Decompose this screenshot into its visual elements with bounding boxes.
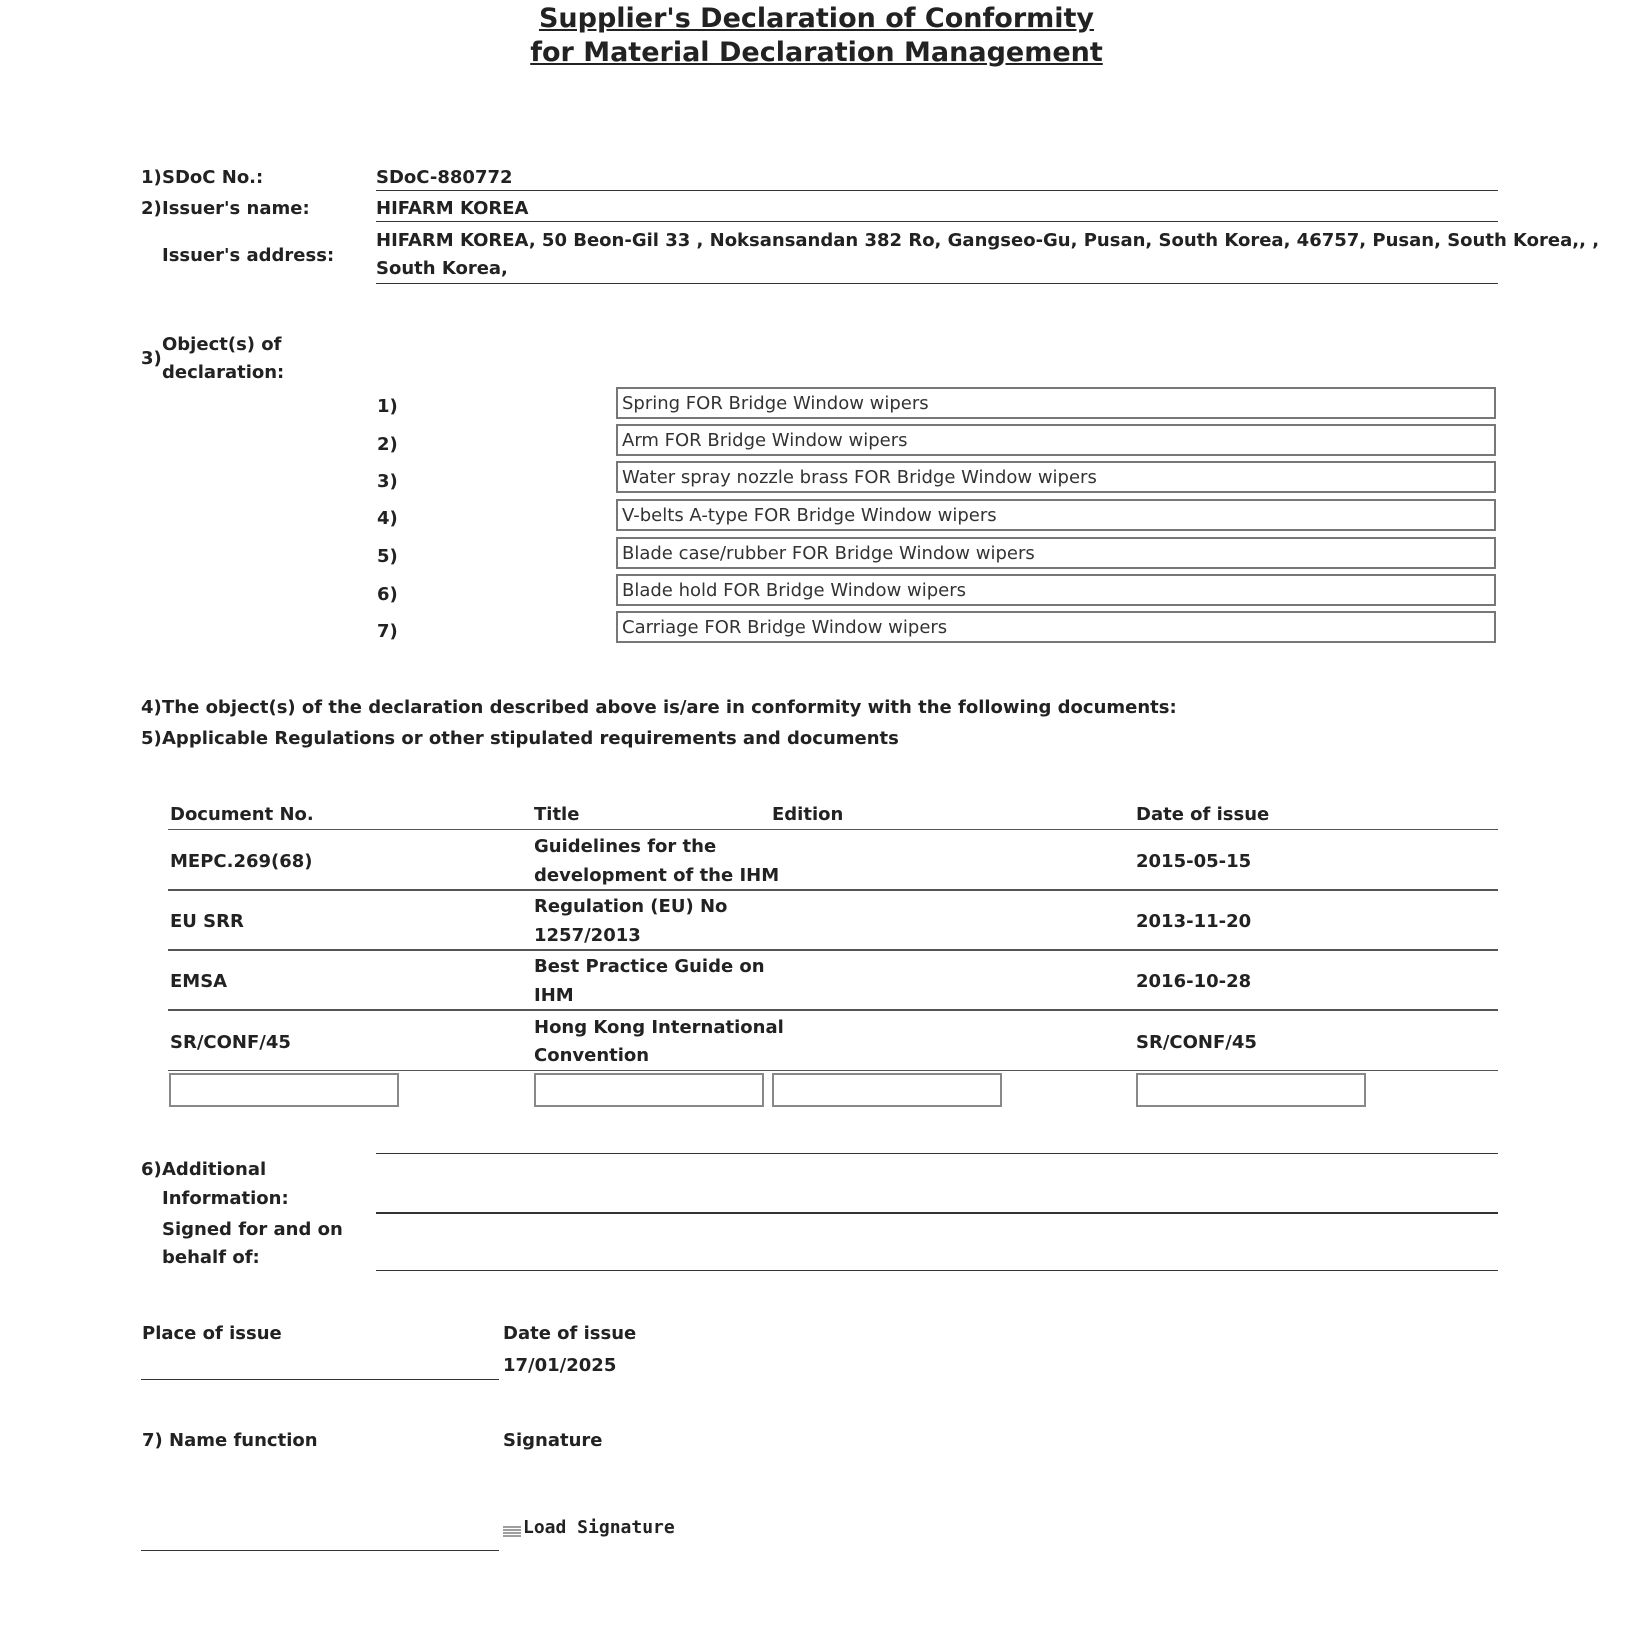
signed-for-label-line1: Signed for and on [162,1219,343,1240]
table-cell-title-line1: Best Practice Guide on [534,956,765,977]
sdoc-label: SDoC No.: [162,167,264,188]
object-item-field[interactable]: V-belts A-type FOR Bridge Window wipers [616,499,1496,531]
col-header-doc-no: Document No. [170,804,314,825]
object-item-field[interactable]: Water spray nozzle brass FOR Bridge Window wipers [616,461,1496,493]
object-item-index: 6) [377,584,398,605]
table-cell-doc-no: EMSA [170,971,228,992]
signed-for-field[interactable] [376,1240,1498,1271]
conformity-statement: The object(s) of the declaration described above is/are in conformity with the following documents: [162,697,1177,718]
table-cell-title-line2: development of the IHM [534,865,780,886]
signature-icon [503,1522,521,1534]
signed-for-label-line2: behalf of: [162,1247,260,1268]
object-item-field[interactable]: Carriage FOR Bridge Window wipers [616,611,1496,643]
objects-index: 3) [141,348,162,369]
name-function-label: 7) Name function [142,1430,318,1451]
table-cell-doc-no: MEPC.269(68) [170,851,313,872]
objects-label-line2: declaration: [162,362,285,383]
object-item-field[interactable]: Arm FOR Bridge Window wipers [616,424,1496,456]
date-of-issue-value[interactable]: 17/01/2025 [503,1355,617,1376]
table-header-divider [168,829,1498,830]
table-cell-title-line1: Hong Kong International [534,1017,784,1038]
load-signature-label: Load Signature [523,1517,675,1538]
place-of-issue-field[interactable] [141,1351,499,1380]
object-item-index: 5) [377,546,398,567]
table-cell-date: 2016-10-28 [1136,971,1252,992]
object-item-index: 1) [377,396,398,417]
additional-index: 6) [141,1159,162,1180]
col-header-title: Title [534,804,580,825]
place-of-issue-label: Place of issue [142,1323,282,1344]
object-item-field[interactable]: Blade case/rubber FOR Bridge Window wipers [616,537,1496,569]
additional-info-label-line1: Additional [162,1159,267,1180]
additional-info-field[interactable] [376,1180,1498,1214]
issuer-address-line2: South Korea, [376,258,508,279]
additional-info-label-line2: Information: [162,1188,289,1209]
conformity-index: 4) [141,697,162,718]
issuer-address-value [376,227,1600,284]
issuer-address-label: Issuer's address: [162,245,335,266]
new-edition-input[interactable] [772,1073,1002,1107]
load-signature-button[interactable] [503,1514,675,1542]
objects-label-line1: Object(s) of [162,334,282,355]
table-row-divider [168,1009,1498,1011]
table-row-divider [168,889,1498,891]
date-of-issue-label: Date of issue [503,1323,637,1344]
object-item-index: 3) [377,471,398,492]
issuer-index: 2) [141,198,162,219]
sdoc-number-index: 1) [141,167,162,188]
col-header-date: Date of issue [1136,804,1270,825]
issuer-name-value: HIFARM KOREA [376,195,1498,222]
object-item-index: 2) [377,434,398,455]
divider-line [376,1153,1498,1154]
regulations-index: 5) [141,728,162,749]
page-title-line2: for Material Declaration Management [530,37,1103,68]
table-cell-title-line2: IHM [534,985,574,1006]
object-item-field[interactable]: Blade hold FOR Bridge Window wipers [616,574,1496,606]
table-cell-date: 2015-05-15 [1136,851,1252,872]
new-title-input[interactable] [534,1073,764,1107]
name-function-field[interactable] [141,1522,499,1551]
issuer-name-label: Issuer's name: [162,198,310,219]
col-header-edition: Edition [772,804,844,825]
table-cell-doc-no: SR/CONF/45 [170,1032,291,1053]
table-cell-title-line1: Guidelines for the [534,836,717,857]
object-item-index: 7) [377,621,398,642]
signature-label: Signature [503,1430,603,1451]
object-item-field[interactable]: Spring FOR Bridge Window wipers [616,387,1496,419]
new-doc-no-input[interactable] [169,1073,399,1107]
object-item-index: 4) [377,508,398,529]
table-row-divider [168,949,1498,951]
page-title-line1: Supplier's Declaration of Conformity [538,3,1095,34]
table-row-divider [168,1070,1498,1071]
table-cell-date: 2013-11-20 [1136,911,1252,932]
table-cell-doc-no: EU SRR [170,911,244,932]
regulations-heading: Applicable Regulations or other stipulated requirements and documents [162,728,899,749]
table-cell-date: SR/CONF/45 [1136,1032,1257,1053]
table-cell-title-line2: 1257/2013 [534,925,641,946]
table-cell-title-line2: Convention [534,1045,650,1066]
table-cell-title-line1: Regulation (EU) No [534,896,728,917]
issuer-address-line1: HIFARM KOREA, 50 Beon-Gil 33 , Noksansandan 382 Ro, Gangseo-Gu, Pusan, South Korea, 46757, Pusan, South Korea,, , [376,230,1600,251]
new-date-input[interactable] [1136,1073,1366,1107]
sdoc-value: SDoC-880772 [376,164,1498,191]
